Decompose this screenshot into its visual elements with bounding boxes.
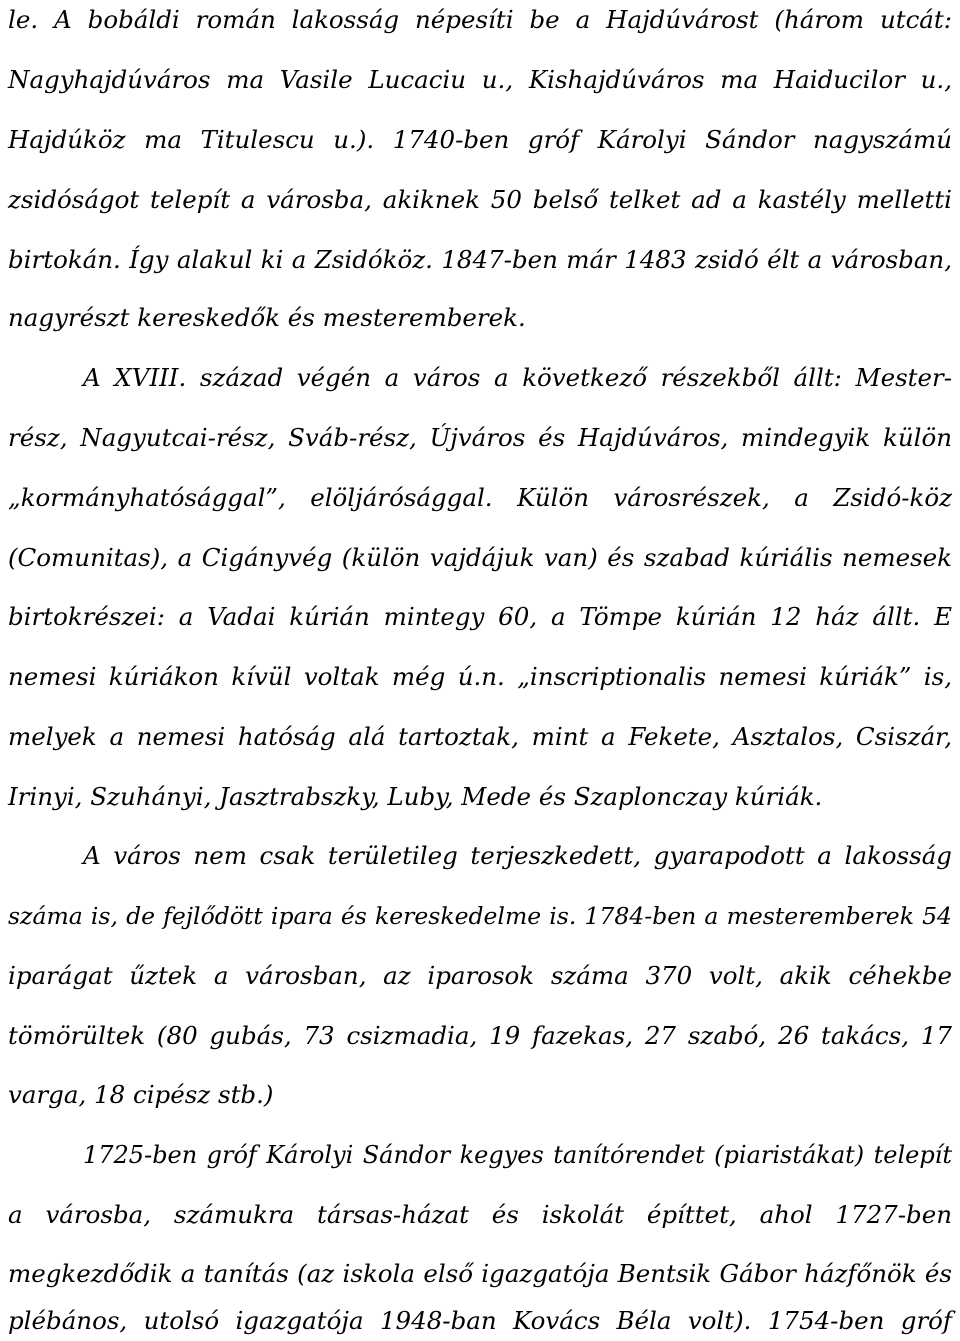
text-line: varga, 18 cipész stb.) [8, 1080, 274, 1109]
text-line: „kormányhatósággal”, elöljárósággal. Külön városrészek, a Zsidó-köz [8, 483, 952, 512]
text-line: nemesi kúriákon kívül voltak még ú.n. „inscriptionalis nemesi kúriák” is, [8, 662, 952, 691]
text-line: rész, Nagyutcai-rész, Sváb-rész, Újváros és Hajdúváros, mindegyik külön [8, 423, 952, 452]
text-line: Irinyi, Szuhányi, Jasztrabszky, Luby, Mede és Szaplonczay kúriák. [8, 782, 823, 811]
text-line: száma is, de fejlődött ipara és kereskedelme is. 1784-ben a mesteremberek 54 [8, 902, 952, 930]
text-line: A XVIII. század végén a város a következő részekből állt: Mester- [83, 363, 952, 392]
text-line: 1725-ben gróf Károlyi Sándor kegyes tanítórendet (piaristákat) telepít [83, 1141, 952, 1169]
text-line: nagyrészt kereskedők és mesteremberek. [8, 303, 526, 332]
text-line: plébános, utolsó igazgatója 1948-ban Kovács Béla volt). 1754-ben gróf [8, 1306, 952, 1335]
text-line: birtokán. Így alakul ki a Zsidóköz. 1847-ben már 1483 zsidó élt a városban, [8, 245, 952, 274]
text-line: birtokrészei: a Vadai kúrián mintegy 60, a Tömpe kúrián 12 ház állt. E [8, 602, 952, 631]
text-line: Hajdúköz ma Titulescu u.). 1740-ben gróf Károlyi Sándor nagyszámú [8, 125, 952, 154]
text-line: a városba, számukra társas-házat és iskolát építtet, ahol 1727-ben [8, 1200, 952, 1229]
text-line: A város nem csak területileg terjeszkedett, gyarapodott a lakosság [83, 841, 952, 870]
text-line: iparágat űztek a városban, az iparosok száma 370 volt, akik céhekbe [8, 961, 952, 990]
text-line: (Comunitas), a Cigányvég (külön vajdájuk van) és szabad kúriális nemesek [8, 543, 952, 572]
text-line: megkezdődik a tanítás (az iskola első igazgatója Bentsik Gábor házfőnök és [8, 1259, 952, 1288]
text-line: Nagyhajdúváros ma Vasile Lucaciu u., Kishajdúváros ma Haiducilor u., [8, 65, 952, 94]
text-line: zsidóságot telepít a városba, akiknek 50 belső telket ad a kastély melletti [8, 185, 952, 214]
text-line: tömörültek (80 gubás, 73 csizmadia, 19 fazekas, 27 szabó, 26 takács, 17 [8, 1021, 952, 1050]
text-line: melyek a nemesi hatóság alá tartoztak, mint a Fekete, Asztalos, Csiszár, [8, 722, 952, 751]
text-line: le. A bobáldi román lakosság népesíti be a Hajdúvárost (három utcát: [8, 5, 952, 34]
